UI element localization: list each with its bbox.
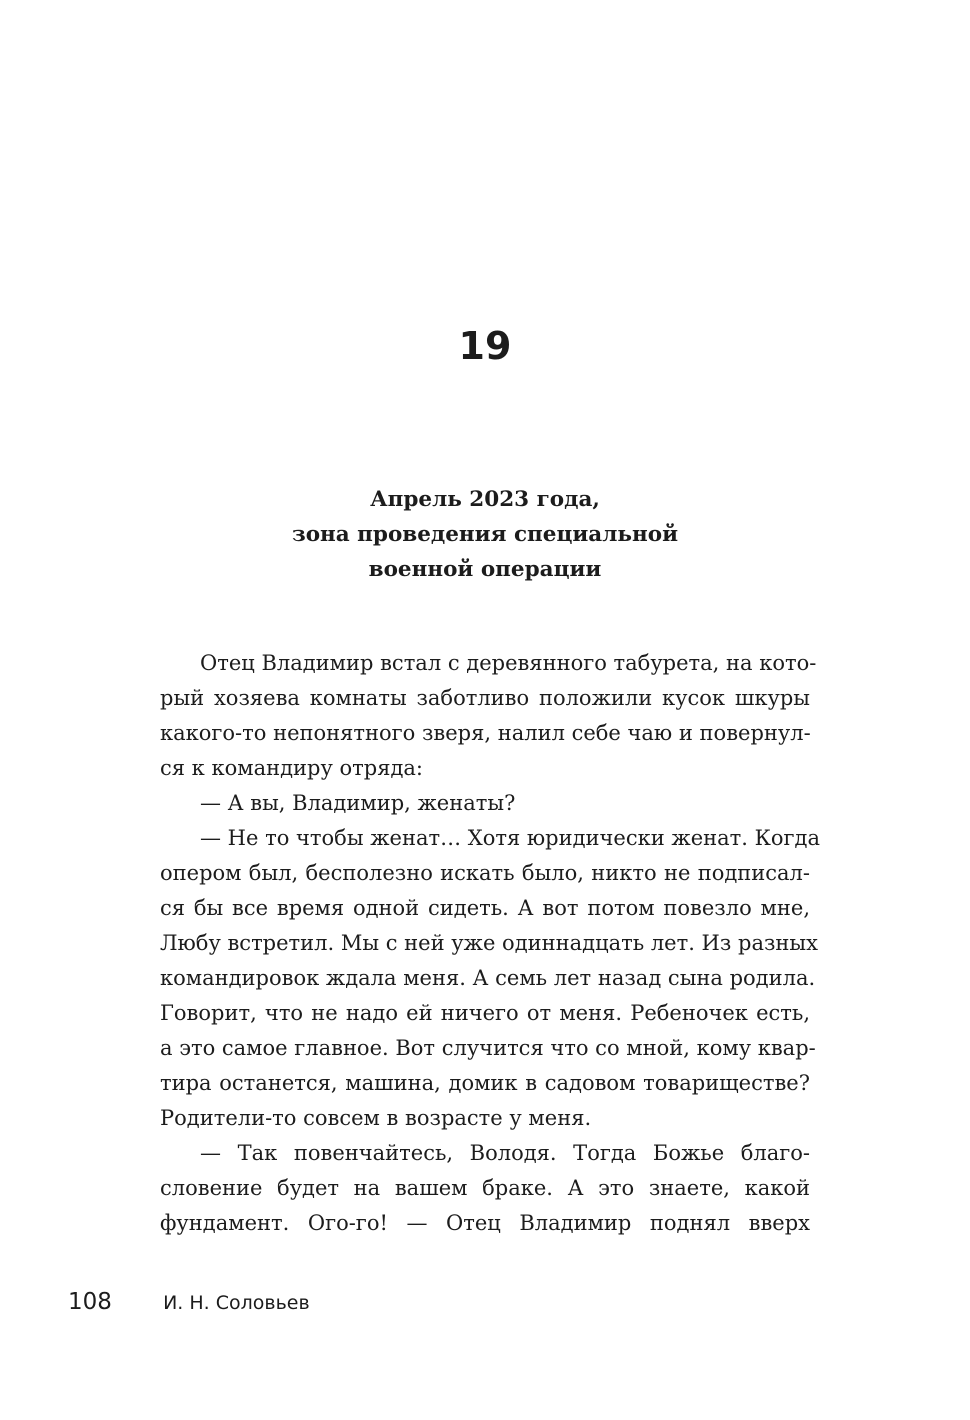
text-line: Родители-то совсем в возрасте у меня. (160, 1106, 592, 1130)
text-line: тира останется, машина, домик в садовом товариществе? (160, 1071, 810, 1095)
page-footer (68, 1284, 310, 1320)
running-author: И. Н. Соловьев (163, 1292, 310, 1314)
text-line: Отец Владимир встал с деревянного табурета, на кото- (200, 651, 817, 675)
chapter-subtitle (160, 482, 810, 587)
text-line: ся бы все время одной сидеть. А вот потом повезло мне, (160, 896, 810, 920)
subtitle-line: военной операции (368, 557, 602, 582)
text-line: словение будет на вашем браке. А это знаете, какой (160, 1176, 810, 1200)
text-line: Говорит, что не надо ей ничего от меня. Ребеночек есть, (160, 1001, 810, 1025)
page-number: 108 (68, 1289, 112, 1315)
text-line: Любу встретил. Мы с ней уже одиннадцать лет. Из разных (160, 931, 818, 955)
text-line: рый хозяева комнаты заботливо положили кусок шкуры (160, 686, 810, 710)
body-text (160, 646, 820, 1241)
subtitle-line: Апрель 2023 года, (370, 487, 600, 512)
text-line: какого-то непонятного зверя, налил себе чаю и повернул- (160, 721, 811, 745)
text-line: командировок ждала меня. А семь лет назад сына родила. (160, 966, 816, 990)
text-line: опером был, бесполезно искать было, никто не подписал- (160, 861, 810, 885)
dialogue-line: — А вы, Владимир, женаты? (200, 791, 516, 815)
subtitle-line: зона проведения специальной (291, 522, 679, 547)
chapter-number: 19 (458, 324, 512, 368)
text-line: а это самое главное. Вот случится что со мной, кому квар- (160, 1036, 816, 1060)
text-line: фундамент. Ого-го! — Отец Владимир поднял вверх (160, 1211, 810, 1235)
text-line: ся к командиру отряда: (160, 756, 423, 780)
dialogue-line: — Так повенчайтесь, Володя. Тогда Божье благо- (200, 1141, 810, 1165)
dialogue-line: — Не то чтобы женат… Хотя юридически женат. Когда (200, 826, 820, 850)
